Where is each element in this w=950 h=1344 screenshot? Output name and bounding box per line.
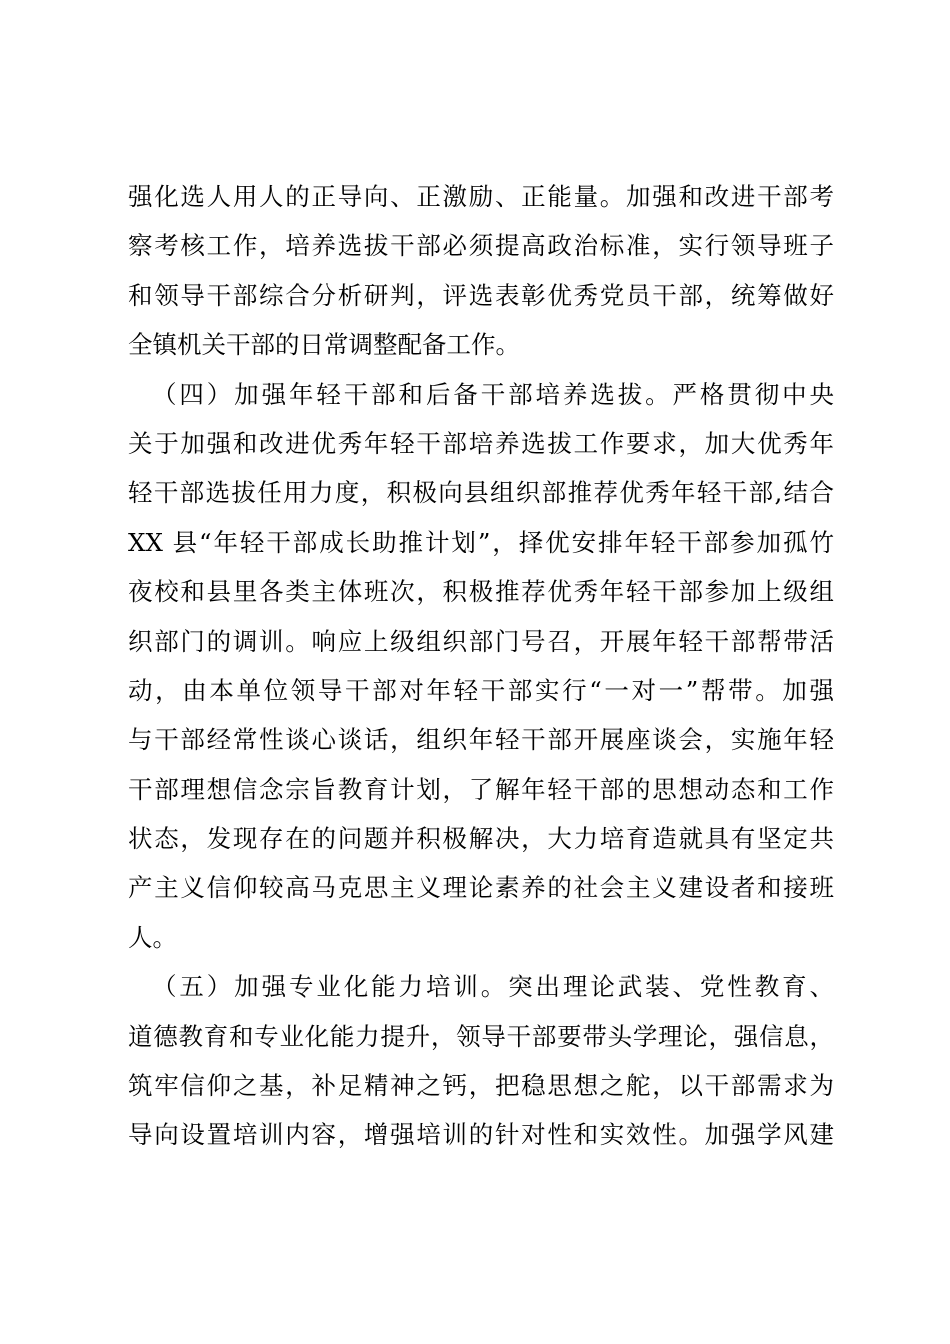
text-line: 全镇机关干部的日常调整配备工作。: [128, 330, 520, 360]
section-heading-line: （四）加强年轻干部和后备干部培养选拔。严格贯彻中央: [152, 379, 834, 409]
text-line: 导向设置培训内容，增强培训的针对性和实效性。加强学风建: [128, 1120, 834, 1150]
section-heading-line: （五）加强专业化能力培训。突出理论武装、党性教育、: [152, 972, 834, 1002]
text-line: XX 县“年轻干部成长助推计划”，择优安排年轻干部参加孤竹: [128, 527, 834, 557]
text-line: 关于加强和改进优秀年轻干部培养选拔工作要求，加大优秀年: [128, 428, 834, 458]
text-line: 察考核工作，培养选拔干部必须提高政治标准，实行领导班子: [128, 231, 834, 261]
text-line: 织部门的调训。响应上级组织部门号召，开展年轻干部帮带活: [128, 626, 834, 656]
text-line: 与干部经常性谈心谈话，组织年轻干部开展座谈会，实施年轻: [128, 725, 834, 755]
text-line: 产主义信仰较高马克思主义理论素养的社会主义建设者和接班: [128, 873, 834, 903]
text-line: 人。: [128, 922, 177, 952]
text-line: 动，由本单位领导干部对年轻干部实行“一对一”帮带。加强: [128, 675, 834, 705]
text-line: 强化选人用人的正导向、正激励、正能量。加强和改进干部考: [128, 182, 834, 211]
text-line: 干部理想信念宗旨教育计划，了解年轻干部的思想动态和工作: [128, 774, 834, 804]
text-line: 和领导干部综合分析研判，评选表彰优秀党员干部，统筹做好: [128, 280, 834, 310]
text-line: 轻干部选拔任用力度，积极向县组织部推荐优秀年轻干部,结合: [128, 478, 834, 508]
paragraph-cadre-selection: [128, 172, 834, 370]
text-line: 筑牢信仰之基，补足精神之钙，把稳思想之舵，以干部需求为: [128, 1071, 834, 1101]
body-text: [128, 172, 834, 1160]
text-line: 夜校和县里各类主体班次，积极推荐优秀年轻干部参加上级组: [128, 577, 834, 607]
text-line: 道德教育和专业化能力提升，领导干部要带头学理论，强信息，: [128, 1021, 834, 1051]
paragraph-section-five: [128, 962, 834, 1160]
paragraph-section-four: [128, 370, 834, 963]
text-line: 状态，发现存在的问题并积极解决，大力培育造就具有坚定共: [128, 824, 834, 854]
